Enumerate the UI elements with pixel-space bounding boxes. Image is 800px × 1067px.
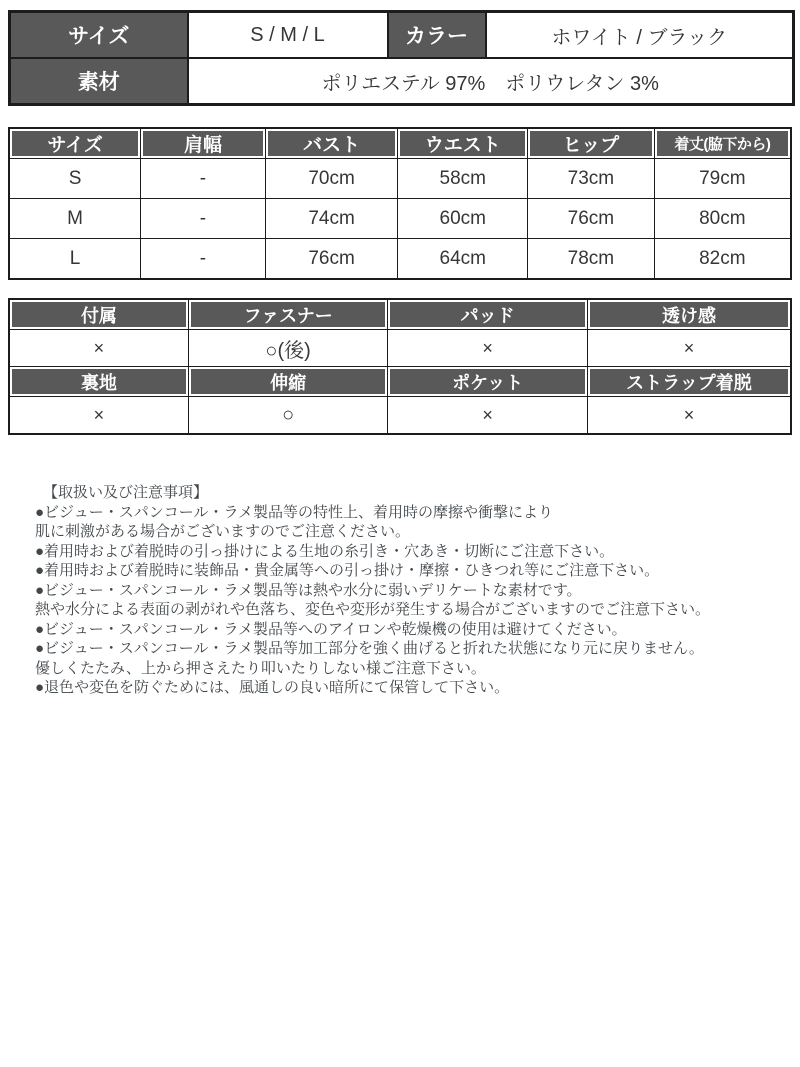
cell-hip: 73cm (528, 159, 655, 199)
cell-bust: 70cm (265, 159, 398, 199)
feature-value-pocket: × (388, 397, 588, 435)
feature-value-fastener: ○(後) (188, 330, 388, 367)
table-row (10, 58, 794, 105)
size-chart-row-s (9, 159, 791, 199)
size-chart-header-bust: バスト (265, 128, 398, 159)
material-label-cell: 素材 (10, 58, 188, 105)
size-chart-header-waist: ウエスト (398, 128, 528, 159)
care-notes-title: 【取扱い及び注意事項】 (43, 484, 209, 501)
cell-bust: 74cm (265, 199, 398, 239)
cell-shoulder: - (141, 239, 266, 280)
feature-value-accessory: × (9, 330, 188, 367)
size-chart-header-length: 着丈(脇下から) (654, 128, 791, 159)
size-chart-row-l (9, 239, 791, 280)
care-note-line: ●ビジュー・スパンコール・ラメ製品等へのアイロンや乾燥機の使用は避けてください。 (35, 620, 627, 638)
cell-size: M (9, 199, 141, 239)
cell-size: L (9, 239, 141, 280)
care-note-line: 肌に刺激がある場合がございますのでご注意ください。 (35, 523, 411, 540)
care-note-line: ●退色や変色を防ぐためには、風通しの良い暗所にて保管して下さい。 (35, 679, 510, 696)
feature-label-pocket: ポケット (388, 367, 588, 397)
color-label-cell: カラー (388, 12, 486, 59)
care-note-line: ●ビジュー・スパンコール・ラメ製品等加工部分を強く曲げると折れた状態になり元に戻りません。 (35, 640, 704, 657)
cell-waist: 60cm (398, 199, 528, 239)
features-header-row (9, 299, 791, 330)
feature-label-strap: ストラップ着脱 (587, 367, 791, 397)
feature-label-fastener: ファスナー (188, 299, 388, 330)
color-value-cell: ホワイト / ブラック (486, 12, 794, 59)
care-note-line: ●ビジュー・スパンコール・ラメ製品等の特性上、着用時の摩擦や衝撃により (35, 503, 554, 521)
cell-hip: 78cm (528, 239, 655, 280)
feature-value-stretch: ○ (188, 397, 388, 435)
feature-label-stretch: 伸縮 (188, 367, 388, 397)
cell-size: S (9, 159, 141, 199)
size-chart-header-row (9, 128, 791, 159)
features-value-row (9, 330, 791, 367)
feature-label-pad: パッド (388, 299, 588, 330)
features-header-row (9, 367, 791, 397)
feature-value-strap: × (587, 397, 791, 435)
cell-hip: 76cm (528, 199, 655, 239)
table-row (10, 12, 794, 59)
feature-value-pad: × (388, 330, 588, 367)
care-note-line: ●着用時および着脱時の引っ掛けによる生地の糸引き・穴あき・切断にご注意下さい。 (35, 542, 615, 560)
size-chart-row-m (9, 199, 791, 239)
feature-label-accessory: 付属 (9, 299, 188, 330)
cell-length: 82cm (654, 239, 791, 280)
care-notes (8, 483, 792, 698)
care-note-line: 優しくたたみ、上から押さえたり叩いたりしない様ご注意下さい。 (35, 659, 486, 677)
care-note-line: 熱や水分による表面の剥がれや色落ち、変色や変形が発生する場合がございますのでご注意下さい。 (35, 601, 711, 618)
feature-label-sheerness: 透け感 (587, 299, 791, 330)
feature-label-lining: 裏地 (9, 367, 188, 397)
size-chart-table (8, 127, 792, 280)
cell-length: 79cm (654, 159, 791, 199)
cell-bust: 76cm (265, 239, 398, 280)
size-label-cell: サイズ (10, 12, 188, 59)
cell-waist: 64cm (398, 239, 528, 280)
size-chart-header-hip: ヒップ (528, 128, 655, 159)
cell-shoulder: - (141, 159, 266, 199)
material-value-cell: ポリエステル 97% ポリウレタン 3% (188, 58, 794, 105)
cell-waist: 58cm (398, 159, 528, 199)
size-value-cell: S / M / L (188, 12, 388, 59)
care-note-line: ●ビジュー・スパンコール・ラメ製品等は熱や水分に弱いデリケートな素材です。 (35, 581, 582, 599)
cell-length: 80cm (654, 199, 791, 239)
features-table (8, 298, 792, 435)
size-chart-header-size: サイズ (9, 128, 141, 159)
spec-table (8, 10, 795, 106)
care-note-line: ●着用時および着脱時に装飾品・貴金属等への引っ掛け・摩擦・ひきつれ等にご注意下さい。 (35, 562, 660, 579)
size-chart-header-shoulder: 肩幅 (141, 128, 266, 159)
cell-shoulder: - (141, 199, 266, 239)
feature-value-sheerness: × (587, 330, 791, 367)
feature-value-lining: × (9, 397, 188, 435)
features-value-row (9, 397, 791, 435)
